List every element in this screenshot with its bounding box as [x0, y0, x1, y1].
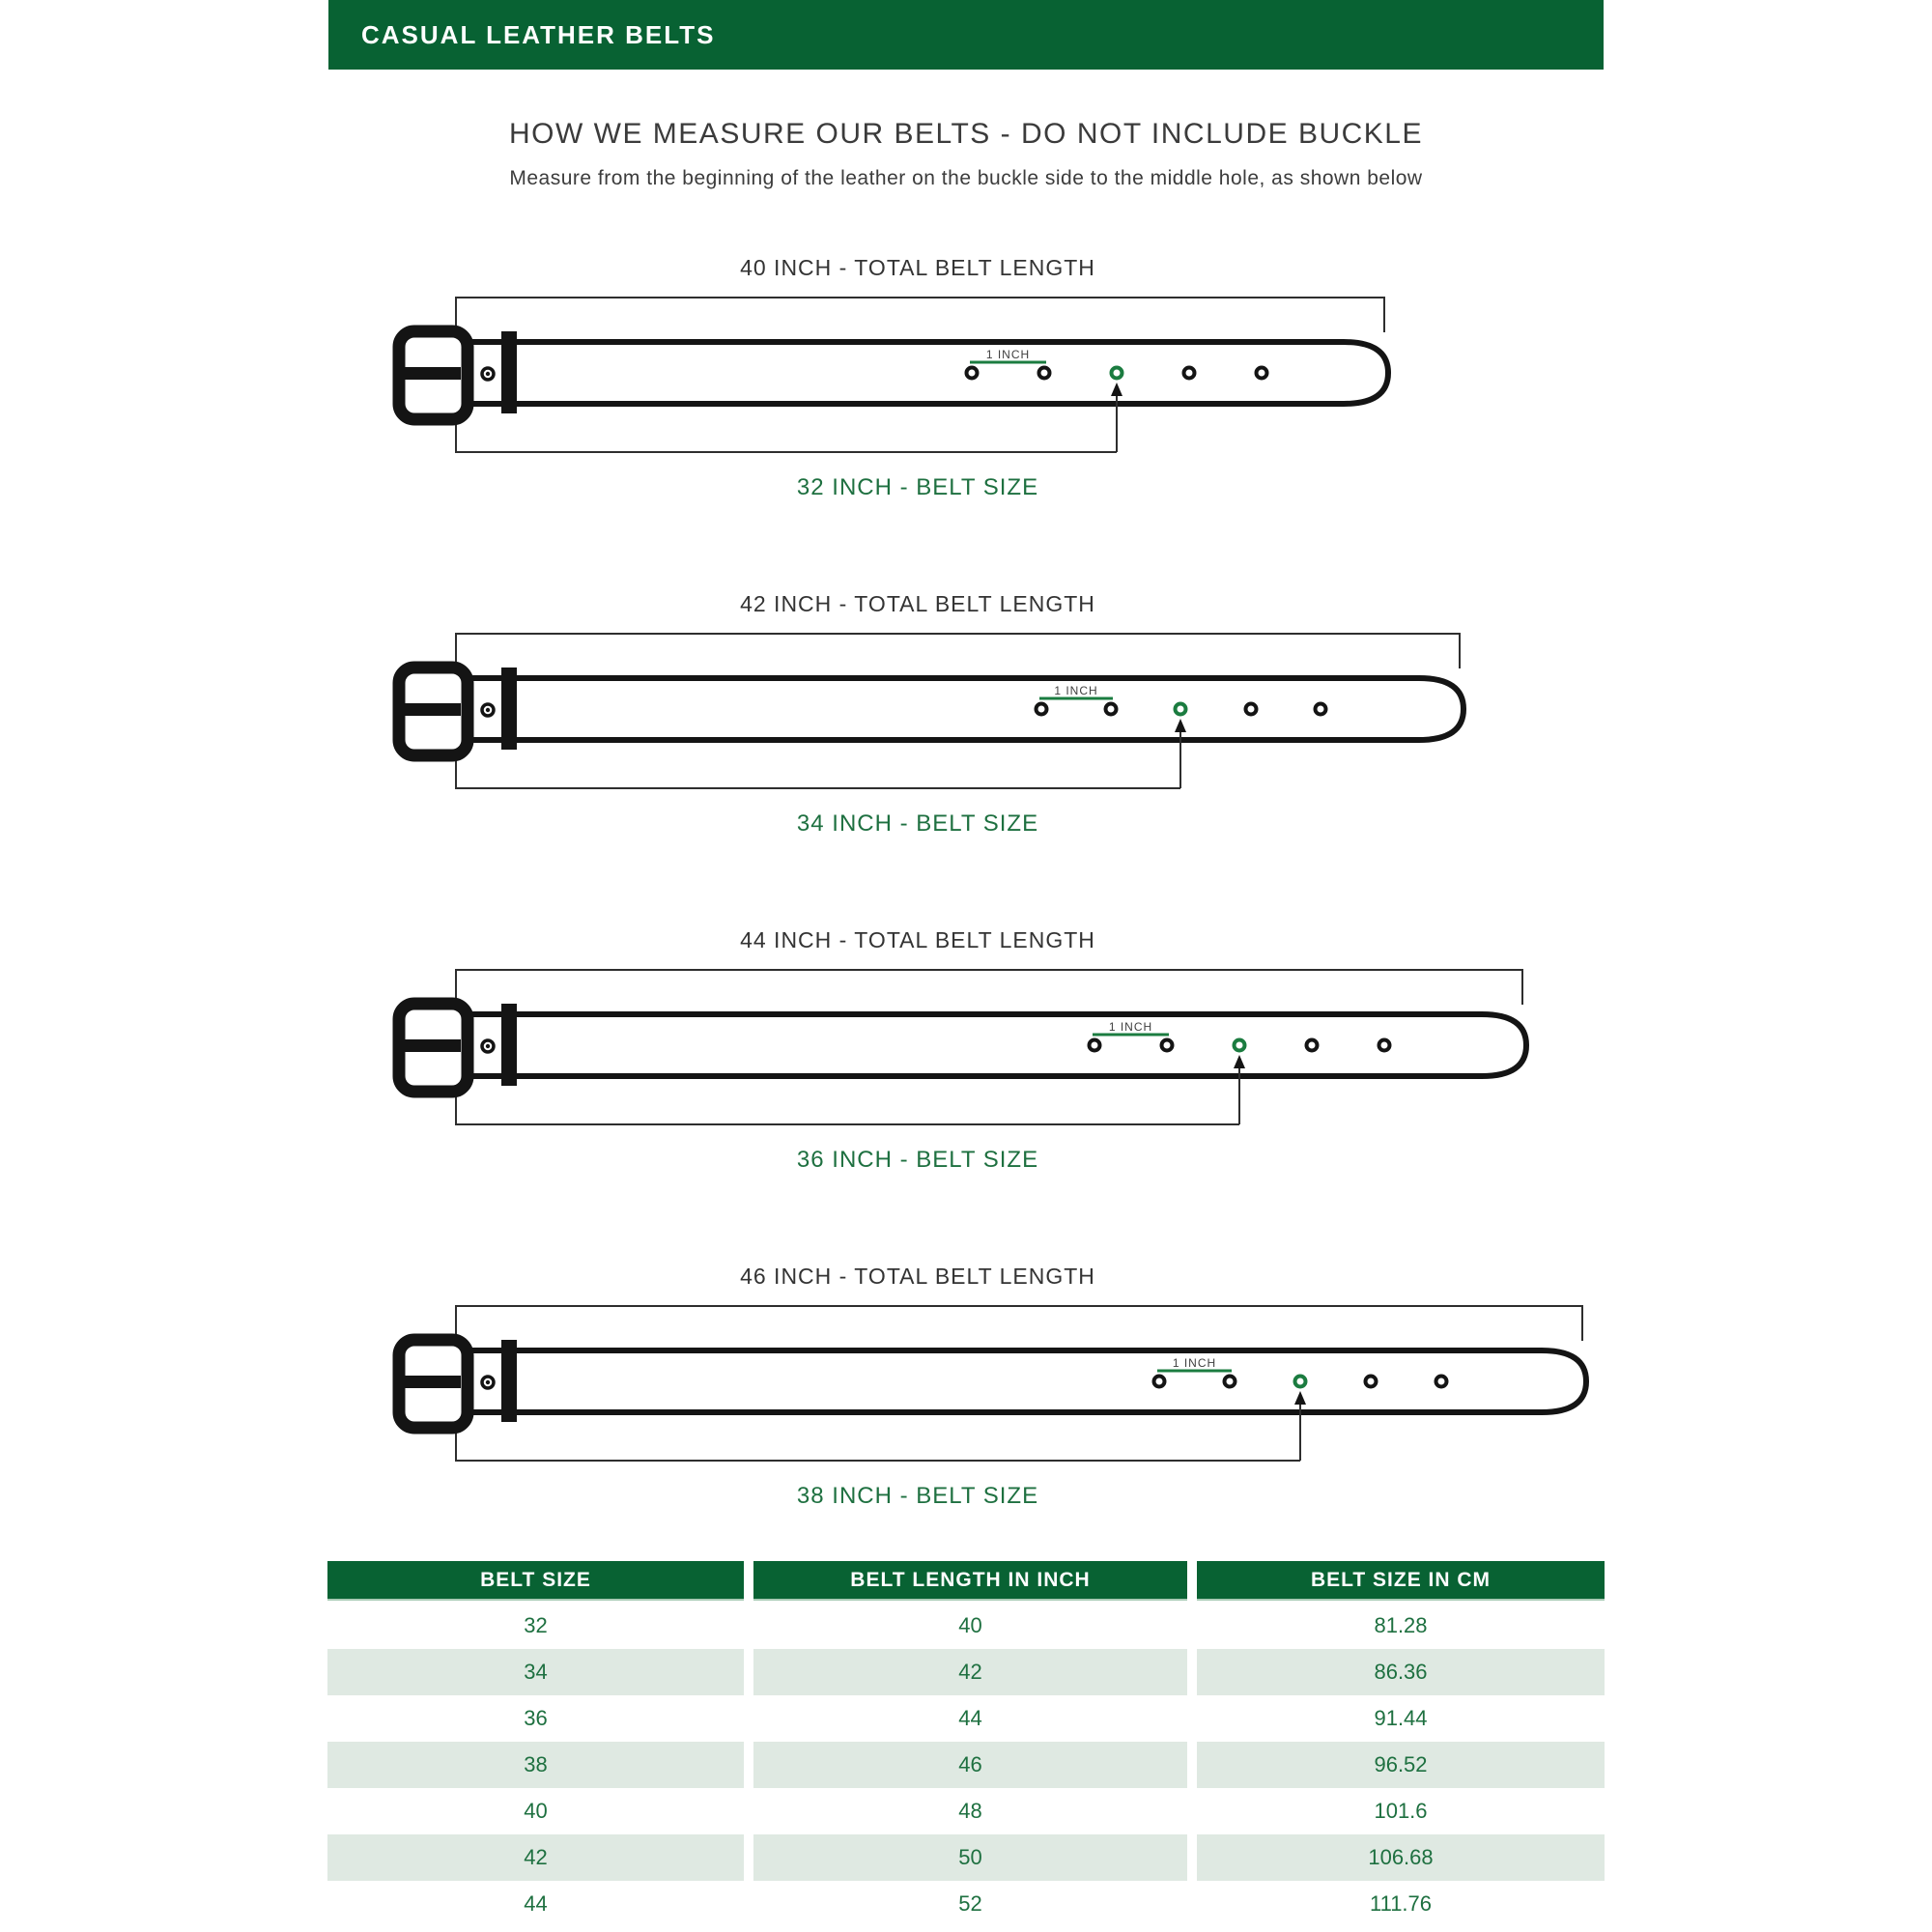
table-header-cell: BELT LENGTH IN INCH — [753, 1561, 1187, 1601]
belt-hole — [1379, 1040, 1390, 1051]
belt-hole — [1366, 1377, 1377, 1387]
table-row — [327, 1649, 1605, 1695]
belt-keeper-loop — [501, 331, 517, 413]
rivet-center — [486, 372, 490, 376]
one-inch-label: 1 INCH — [1172, 1356, 1217, 1370]
table-row — [327, 1834, 1605, 1881]
header-bar — [328, 0, 1604, 70]
table-cell: 106.68 — [1197, 1834, 1605, 1881]
table-header-row — [327, 1561, 1605, 1601]
table-cell: 50 — [753, 1834, 1187, 1881]
belt-hole — [1162, 1040, 1173, 1051]
table-cell: 86.36 — [1197, 1649, 1605, 1695]
table-cell: 42 — [753, 1649, 1187, 1695]
belt-keeper-loop — [501, 1004, 517, 1086]
belt-keeper-loop — [501, 668, 517, 750]
table-cell: 40 — [958, 1613, 982, 1637]
table-cell: 44 — [524, 1891, 548, 1916]
table-cell: 52 — [958, 1891, 982, 1916]
belt-strap — [464, 1350, 1586, 1412]
one-inch-label: 1 INCH — [1054, 684, 1098, 697]
table-cell: 38 — [327, 1742, 744, 1788]
table-cell: 111.76 — [1369, 1891, 1433, 1916]
belt-hole — [1037, 704, 1047, 715]
belt-size-label: 34 INCH - BELT SIZE — [796, 810, 1039, 837]
rivet-center — [486, 1380, 490, 1384]
belt-total-length-label: 42 INCH - TOTAL BELT LENGTH — [740, 591, 1095, 616]
page-title: HOW WE MEASURE OUR BELTS - DO NOT INCLUDE BUCKLE — [509, 118, 1423, 150]
belt-hole — [1184, 368, 1195, 379]
table-cell: 101.6 — [1374, 1799, 1428, 1823]
belt-diagrams — [0, 199, 1932, 1544]
belt-total-length-label: 40 INCH - TOTAL BELT LENGTH — [740, 255, 1095, 280]
table-header-cell: BELT SIZE — [327, 1561, 744, 1601]
belt-hole — [967, 368, 978, 379]
table-cell: 42 — [327, 1834, 744, 1881]
table-cell: 36 — [524, 1706, 548, 1730]
table-cell: 44 — [958, 1706, 982, 1730]
belt-size-label: 36 INCH - BELT SIZE — [796, 1147, 1039, 1173]
one-inch-label: 1 INCH — [985, 348, 1031, 361]
size-hole-highlighted — [1235, 1040, 1245, 1051]
rivet-center — [486, 1044, 490, 1048]
belt-hole — [1246, 704, 1257, 715]
belt-diagram-1 — [0, 199, 1932, 535]
table-header-cell: BELT SIZE IN CM — [1197, 1561, 1605, 1601]
belt-strap — [464, 1014, 1526, 1076]
buckle-prong — [399, 367, 461, 380]
size-hole-highlighted — [1295, 1377, 1306, 1387]
table-row — [327, 1881, 1605, 1927]
size-hole-highlighted — [1112, 368, 1122, 379]
buckle-prong — [399, 1376, 461, 1388]
belt-total-length-label: 46 INCH - TOTAL BELT LENGTH — [740, 1264, 1095, 1289]
table-cell: 46 — [753, 1742, 1187, 1788]
belt-keeper-loop — [501, 1340, 517, 1422]
belt-strap — [464, 342, 1388, 404]
belt-hole — [1106, 704, 1117, 715]
belt-hole — [1307, 1040, 1318, 1051]
belt-hole — [1316, 704, 1326, 715]
belt-hole — [1039, 368, 1050, 379]
belt-size-label: 32 INCH - BELT SIZE — [796, 474, 1039, 500]
page-subtitle: Measure from the beginning of the leather on the buckle side to the middle hole, as shown below — [509, 167, 1423, 189]
belt-hole — [1090, 1040, 1100, 1051]
belt-hole — [1257, 368, 1267, 379]
size-hole-highlighted — [1176, 704, 1186, 715]
table-row — [327, 1742, 1605, 1788]
table-cell: 48 — [958, 1799, 982, 1823]
table-row — [327, 1788, 1605, 1834]
buckle-prong — [399, 1039, 461, 1052]
belt-diagram-2 — [0, 535, 1932, 871]
belt-diagram-3 — [0, 871, 1932, 1208]
table-row — [327, 1603, 1605, 1649]
belt-total-length-label: 44 INCH - TOTAL BELT LENGTH — [740, 927, 1095, 952]
table-cell: 32 — [524, 1613, 548, 1637]
table-cell: 34 — [327, 1649, 744, 1695]
one-inch-label: 1 INCH — [1108, 1020, 1153, 1034]
table-cell: 40 — [524, 1799, 548, 1823]
buckle-prong — [399, 703, 461, 716]
rivet-center — [486, 708, 490, 712]
belt-hole — [1225, 1377, 1236, 1387]
header-title: CASUAL LEATHER BELTS — [361, 20, 716, 49]
belt-hole — [1436, 1377, 1447, 1387]
table-cell: 81.28 — [1374, 1613, 1428, 1637]
table-cell: 96.52 — [1197, 1742, 1605, 1788]
table-cell: 91.44 — [1374, 1706, 1428, 1730]
belt-hole — [1154, 1377, 1165, 1387]
belt-diagram-4 — [0, 1208, 1932, 1544]
belt-size-label: 38 INCH - BELT SIZE — [796, 1483, 1039, 1509]
size-table — [327, 1561, 1605, 1927]
table-row — [327, 1695, 1605, 1742]
